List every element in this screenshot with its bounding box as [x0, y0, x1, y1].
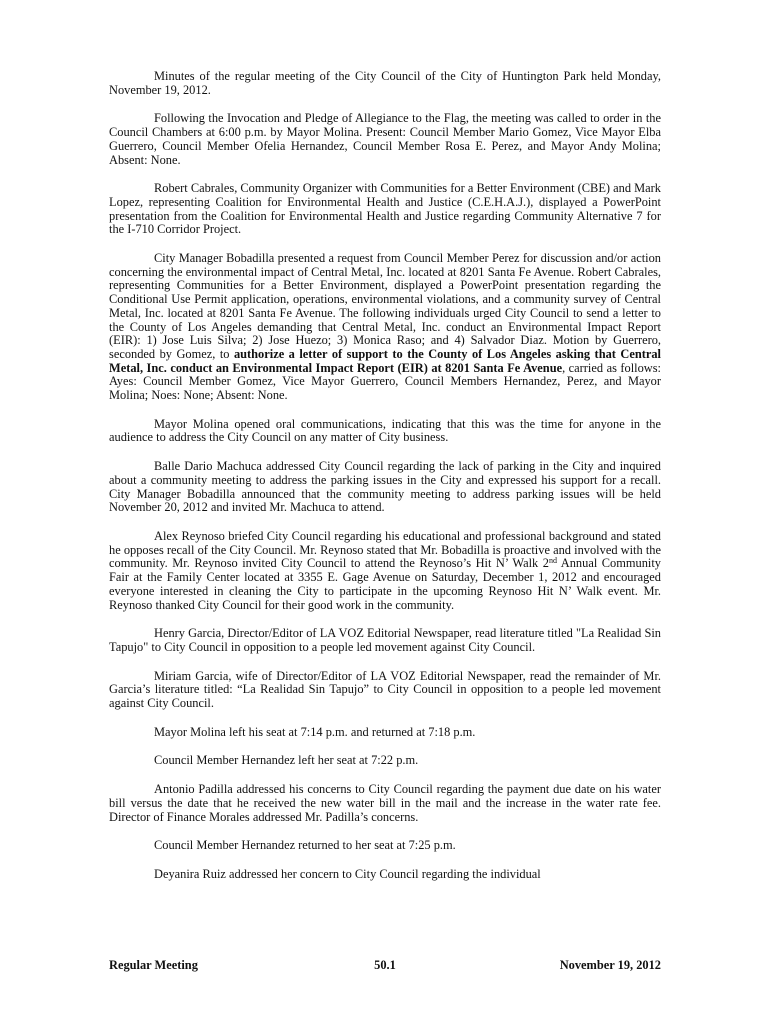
paragraph-machuca-parking: Balle Dario Machuca addressed City Council regarding the lack of parking in the City and inquired about a community meeting to address the parking issues in the City and expressed his support for a recall. City Manager Bobadilla announced that the community meeting to address parking issues will be held November 20, 2012 and invited Mr. Machuca to attend. [109, 459, 661, 515]
paragraph-ruiz-concern: Deyanira Ruiz addressed her concern to City Council regarding the individual [154, 866, 541, 881]
footer-meeting-date: November 19, 2012 [559, 958, 661, 972]
paragraph-reynoso-briefing [109, 530, 661, 612]
paragraph-cbe-presentation: Robert Cabrales, Community Organizer with Communities for a Better Environment (CBE) and Mark Lopez, representing Coalition for Environmental Health and Justice (C.E.H.A.J.), displayed a PowerPoint presentation from the Coalition for Environmental Health and Justice regarding Community Alternative 7 for the I-710 Corridor Project. [109, 181, 661, 237]
motion-text-before: City Manager Bobadilla presented a request from Council Member Perez for discussion and/or action concerning the environmental impact of Central Metal, Inc. located at 8201 Santa Fe Avenue. Robert Cabrales, representing Communities for a Better Environment, displayed a PowerPoint presentation regarding the Conditional Use Permit application, operations, environmental violations, and a community survey of Central Metal, Inc. located at 8201 Santa Fe Avenue. The following individuals urged City Council to send a letter to the County of Los Angeles demanding that Central Metal, Inc. conduct an Environmental Impact Report (EIR): 1) Jose Luis Silva; 2) Jose Huezo; 3) Monica Raso; and 4) Salvador Diaz. Motion by Guerrero, seconded by Gomez, to [109, 251, 661, 361]
paragraph-meeting-intro: Minutes of the regular meeting of the City Council of the City of Huntington Park held Monday, November 19, 2012. [109, 69, 661, 97]
minutes-body [109, 70, 661, 897]
paragraph-oral-communications: Mayor Molina opened oral communications, indicating that this was the time for anyone in the audience to address the City Council on any matter of City business. [109, 416, 661, 445]
paragraph-miriam-garcia: Miriam Garcia, wife of Director/Editor of LA VOZ Editorial Newspaper, read the remainder of Mr. Garcia’s literature titled: “La Realidad Sin Tapujo” to City Council in opposition to a people led movement against City Council. [109, 668, 661, 711]
ordinal-superscript: nd [548, 556, 557, 566]
reynoso-text-after: Annual Community Fair at the Family Center located at 3355 E. Gage Avenue on Saturday, December 1, 2012 and encouraged everyone interested in cleaning the City to participate in the upcoming Reynoso Hit N’ Walk event. Mr. Reynoso thanked City Council for their good work in the community. [109, 556, 661, 612]
motion-text-after: , carried as follows: Ayes: Council Member Gomez, Vice Mayor Guerrero, Council Members Hernandez, Perez, and Mayor Molina; Noes: None; Absent: None. [109, 360, 661, 403]
reynoso-text-before: Alex Reynoso briefed City Council regarding his educational and professional background and stated he opposes recall of the City Council. Mr. Reynoso stated that Mr. Bobadilla is proactive and involved with the community. Mr. Reynoso invited City Council to attend the Reynoso’s Hit N’ Walk 2 [109, 528, 661, 571]
paragraph-hernandez-left-seat: Council Member Hernandez left her seat at 7:22 p.m. [154, 753, 419, 768]
paragraph-molina-left-seat: Mayor Molina left his seat at 7:14 p.m. and returned at 7:18 p.m. [154, 724, 476, 739]
paragraph-central-metal-motion [109, 252, 661, 403]
page-footer [109, 958, 661, 974]
paragraph-padilla-water-bill: Antonio Padilla addressed his concerns to City Council regarding the payment due date on his water bill versus the date that he received the new water bill in the mail and the increase in the water rate fee. Director of Finance Morales addressed Mr. Padilla’s concerns. [109, 782, 661, 824]
paragraph-call-to-order: Following the Invocation and Pledge of Allegiance to the Flag, the meeting was called to order in the Council Chambers at 6:00 p.m. by Mayor Molina. Present: Council Member Mario Gomez, Vice Mayor Elba Guerrero, Council Member Ofelia Hernandez, Council Member Rosa E. Perez, and Mayor Andy Molina; Absent: None. [109, 111, 661, 167]
paragraph-henry-garcia: Henry Garcia, Director/Editor of LA VOZ Editorial Newspaper, read literature titled "La Realidad Sin Tapujo" to City Council in opposition to a people led movement against City Council. [109, 626, 661, 654]
motion-text-bold: authorize a letter of support to the County of Los Angeles asking that Central Metal, Inc. conduct an Environmental Impact Report (EIR) at 8201 Santa Fe Avenue [109, 346, 661, 375]
footer-meeting-type: Regular Meeting [109, 958, 198, 972]
paragraph-hernandez-returned: Council Member Hernandez returned to her seat at 7:25 p.m. [154, 838, 456, 853]
footer-page-number: 50.1 [374, 958, 396, 972]
